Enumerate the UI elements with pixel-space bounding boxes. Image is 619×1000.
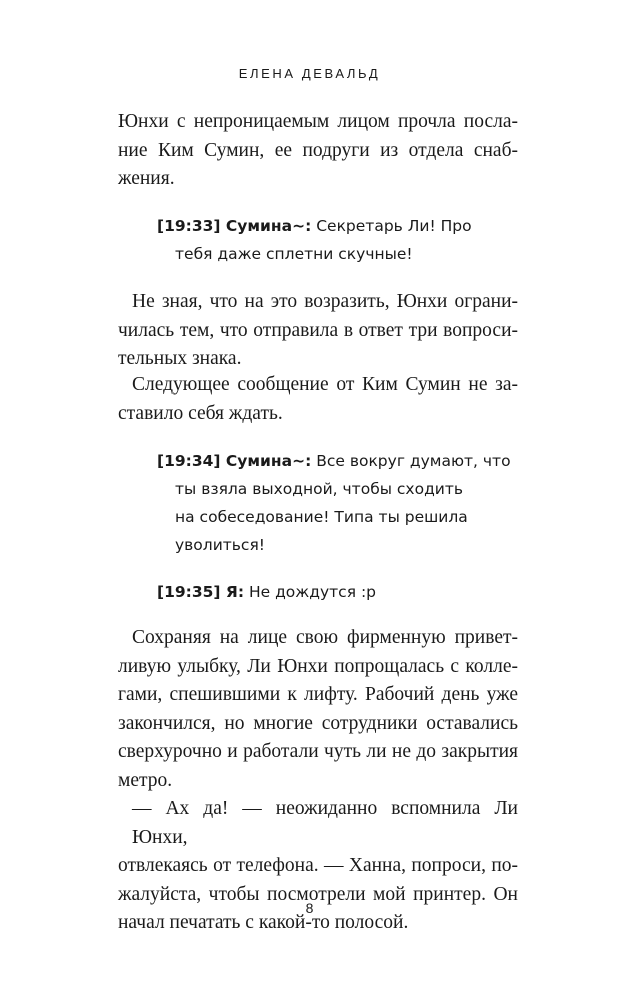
paragraph xyxy=(118,108,518,194)
chat-message xyxy=(157,447,517,559)
chat-message-continuation: ты взяла выходной, чтобы сходить xyxy=(175,480,464,498)
chat-message-stamp: [19:33] Сумина~: xyxy=(157,217,312,235)
chat-message-text: Не дождутся :p xyxy=(244,583,377,601)
chat-message xyxy=(157,212,517,268)
text-line: Следующее сообщение от Ким Сумин не за- xyxy=(132,374,518,395)
text-line: Сохраняя на лице свою фирменную привет- xyxy=(132,627,518,648)
text-line: чилась тем, что отправила в ответ три вопроси- xyxy=(118,319,518,341)
chat-message-text: Все вокруг думают, что xyxy=(311,452,511,470)
chat-message-continuation: уволиться! xyxy=(175,536,265,554)
text-line: жалуйста, чтобы посмотрели мой принтер. Он xyxy=(118,883,518,905)
chat-message-first-line xyxy=(157,578,517,606)
text-line: ливую улыбку, Ли Юнхи попрощалась с колле- xyxy=(118,655,518,677)
chat-message-first-line xyxy=(157,447,517,475)
text-line: — Ах да! — неожиданно вспомнила Ли Юнхи, xyxy=(132,798,518,848)
text-line: метро. xyxy=(118,769,173,791)
text-line: сверхурочно и работали чуть ли не до закрытия xyxy=(118,741,518,762)
chat-message-stamp: [19:35] Я: xyxy=(157,583,245,601)
text-line: тельных знака. xyxy=(118,348,242,369)
text-line: начал печатать с какой-то полосой. xyxy=(118,912,409,933)
text-line: ставило себя ждать. xyxy=(118,402,283,424)
text-line: Не зная, что на это возразить, Юнхи ограни- xyxy=(132,291,518,312)
paragraph xyxy=(118,371,518,428)
chat-message-first-line xyxy=(157,212,517,240)
running-head: ЕЛЕНА ДЕВАЛЬД xyxy=(238,66,381,81)
paragraph xyxy=(118,624,518,795)
chat-message-continuation: на собеседование! Типа ты решила xyxy=(175,508,468,526)
chat-message-stamp: [19:34] Сумина~: xyxy=(157,452,312,470)
chat-message-text: Секретарь Ли! Про xyxy=(311,217,472,235)
text-line: закончился, но многие сотрудники оставались xyxy=(118,712,518,734)
paragraph xyxy=(118,795,518,938)
text-line: жения. xyxy=(118,168,175,189)
text-line: отвлекаясь от телефона. — Ханна, попроси, по- xyxy=(118,855,518,876)
paragraph xyxy=(118,288,518,374)
chat-message-continuation: тебя даже сплетни скучные! xyxy=(175,245,413,263)
text-line: гами, спешившими к лифту. Рабочий день уже xyxy=(118,684,518,705)
chat-message xyxy=(157,578,517,606)
page-number: 8 xyxy=(305,900,314,916)
text-line: Юнхи с непроницаемым лицом прочла посла- xyxy=(118,111,518,132)
text-line: ние Ким Сумин, ее подруги из отдела снаб- xyxy=(118,139,518,161)
